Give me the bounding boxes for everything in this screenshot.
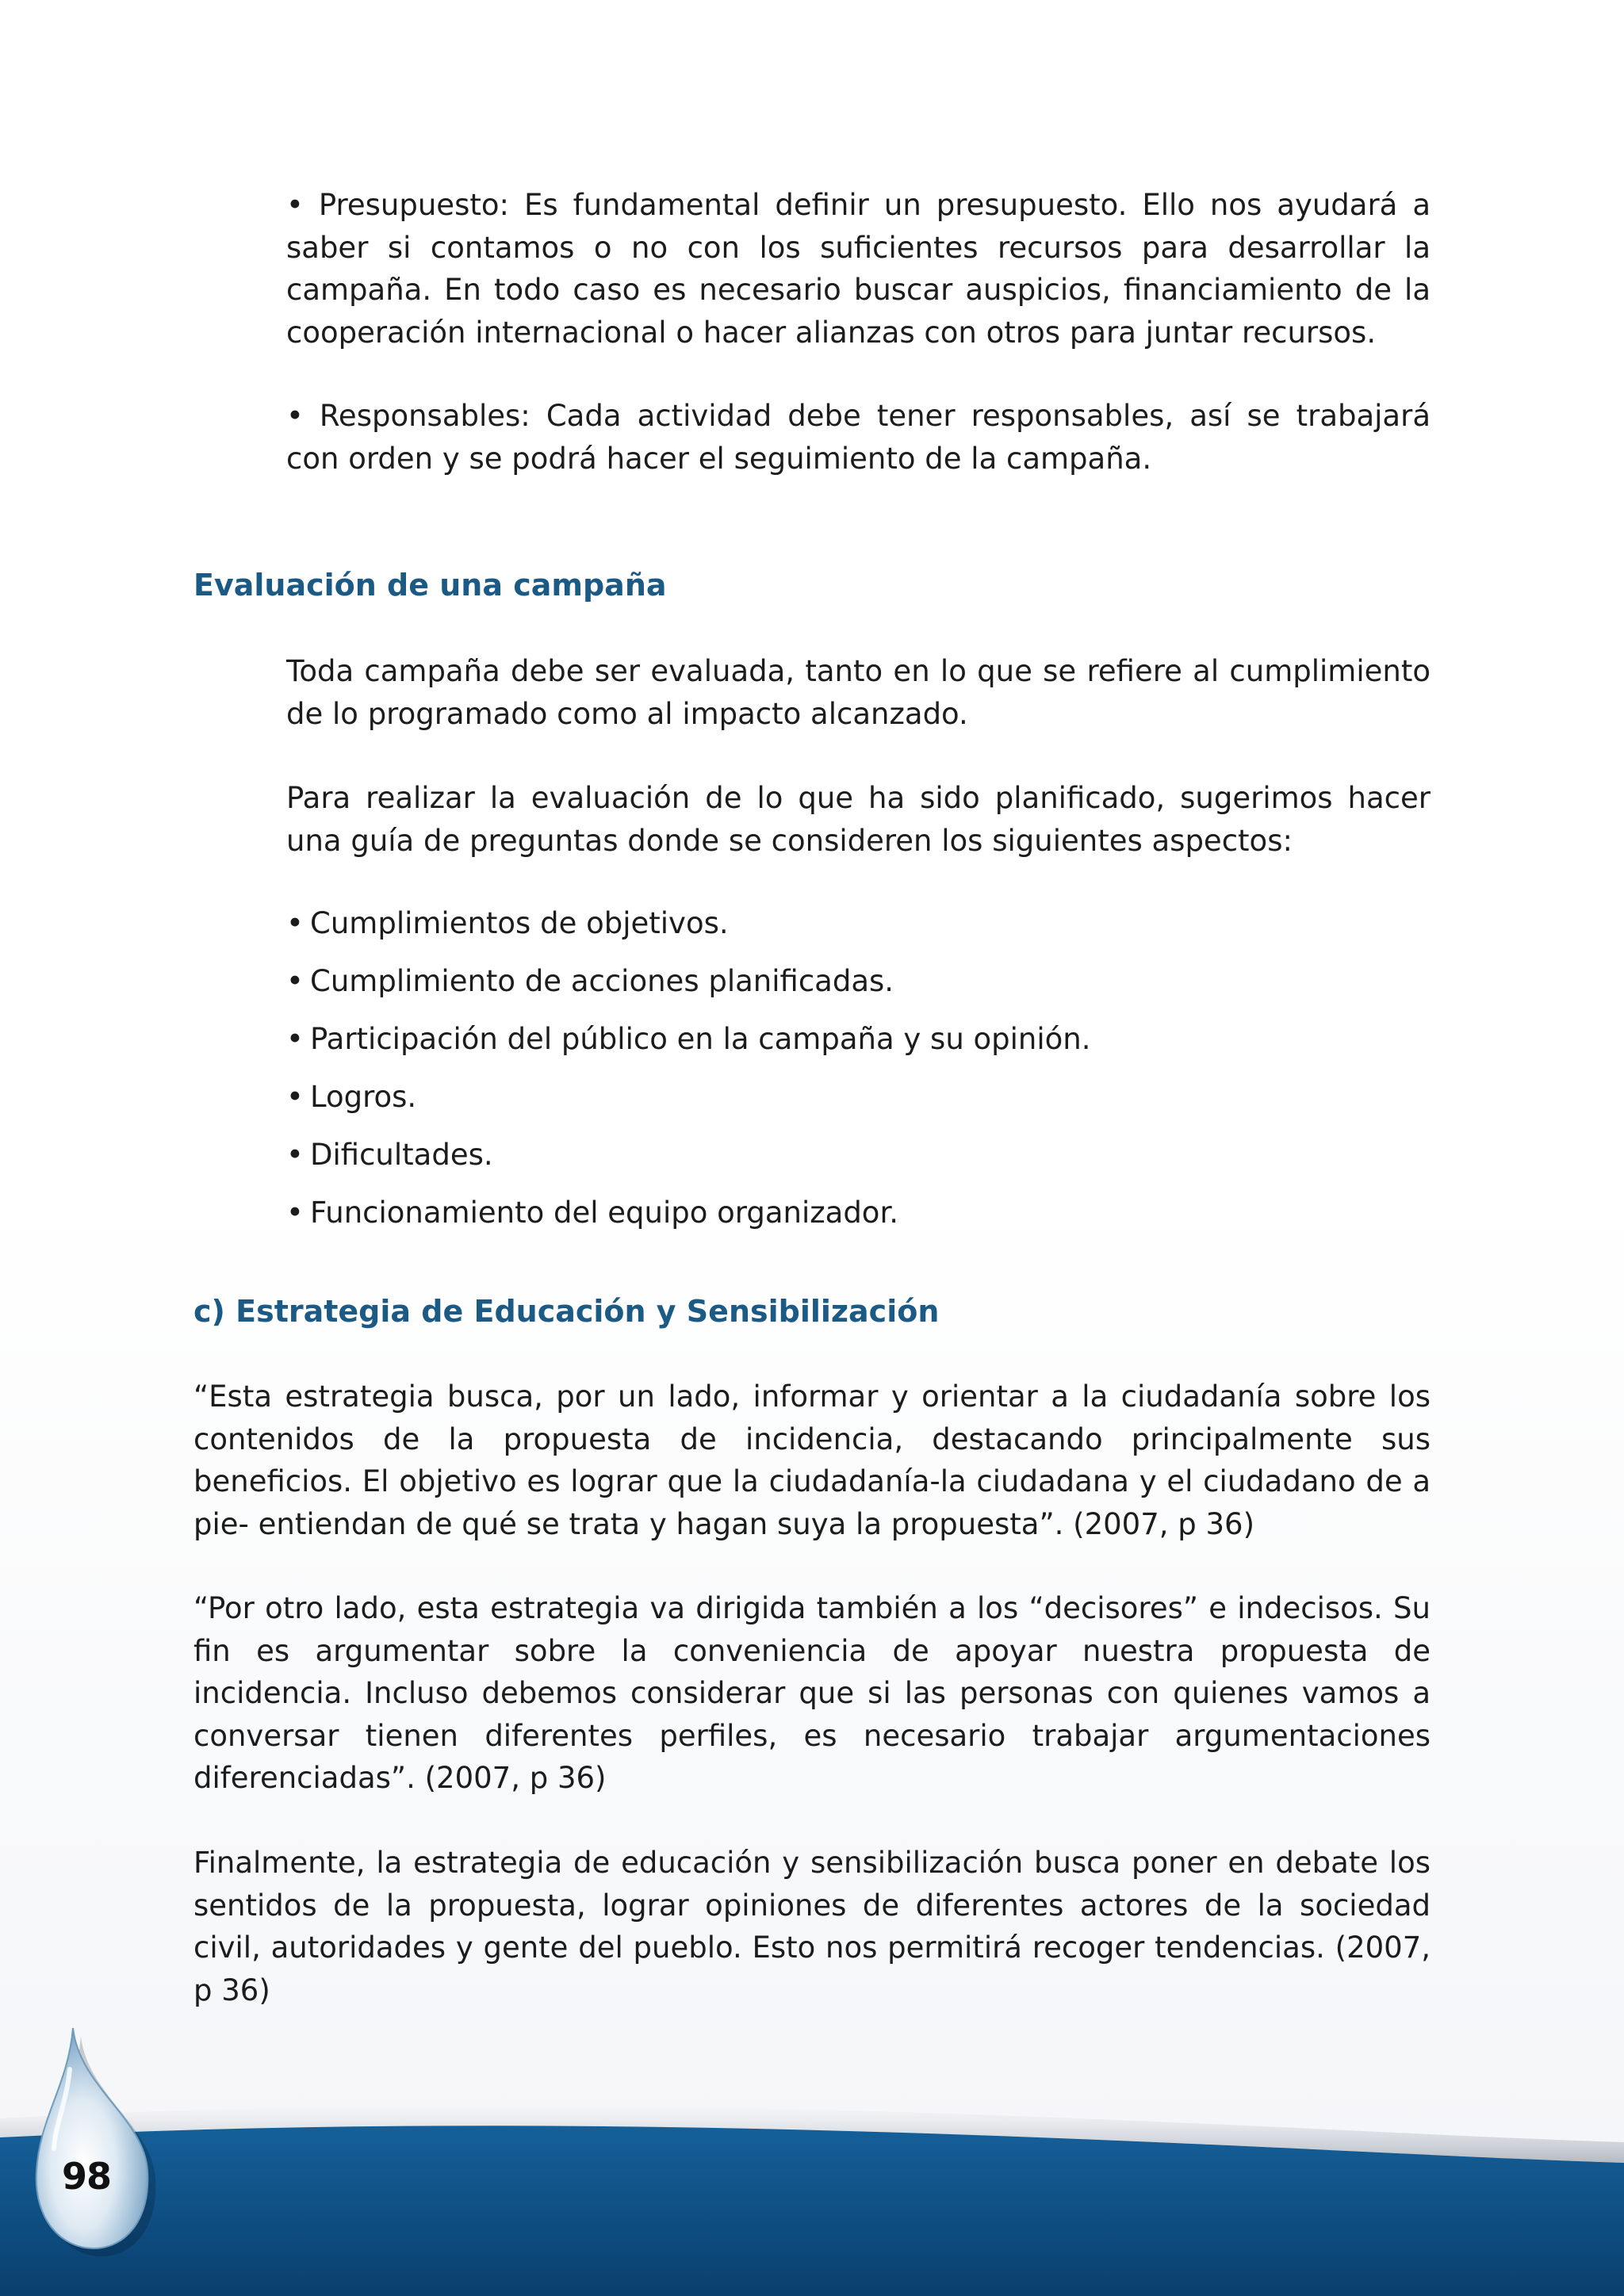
list-item: • Cumplimiento de acciones planificadas.: [286, 962, 894, 1001]
bullet-presupuesto: • Presupuesto: Es fundamental definir un presupuesto. Ello nos ayudará a saber si contamos o no con los suficientes recursos para desarrollar la campaña. En todo caso es necesario buscar auspicios, financiamiento de la cooperación internacional o hacer alianzas con otros para juntar recursos.: [286, 188, 1431, 350]
bullet-glyph: •: [286, 1196, 304, 1230]
evaluacion-paragraph-2: Para realizar la evaluación de lo que ha sido planificado, sugerimos hacer una guía de preguntas donde se consideren los siguientes aspectos:: [286, 781, 1431, 858]
bullet-glyph: •: [286, 906, 304, 940]
estrategia-paragraph-2: “Por otro lado, esta estrategia va dirigida también a los “decisores” e indecisos. Su fin es argumentar sobre la conveniencia de apoyar nuestra propuesta de incidencia. Incluso debemos considerar que si las personas con quienes vamos a conversar tienen diferentes perfiles, es necesario trabajar argumentaciones diferenciadas”. (2007, p 36): [193, 1591, 1431, 1795]
footer-wave-decoration: [0, 1982, 1624, 2296]
bullet-glyph: •: [286, 1080, 304, 1114]
section-heading-estrategia: c) Estrategia de Educación y Sensibilización: [193, 1294, 940, 1329]
list-item: • Logros.: [286, 1077, 416, 1117]
estrategia-paragraph-1: “Esta estrategia busca, por un lado, informar y orientar a la ciudadanía sobre los contenidos de la propuesta de incidencia, destacando principalmente sus beneficios. El objetivo es lograr que la ciudadanía-la ciudadana y el ciudadano de a pie- entiendan de qué se trata y hagan suya la propuesta”. (2007, p 36): [193, 1380, 1431, 1541]
estrategia-paragraph-3: Finalmente, la estrategia de educación y sensibilización busca poner en debate los sentidos de la propuesta, lograr opiniones de diferentes actores de la sociedad civil, autoridades y gente del pueblo. Esto nos permitirá recoger tendencias. (2007, p 36): [193, 1846, 1431, 2007]
section-heading-evaluacion: Evaluación de una campaña: [193, 568, 667, 603]
bullet-glyph: •: [286, 1022, 304, 1056]
list-item: • Funcionamiento del equipo organizador.: [286, 1193, 898, 1233]
list-item: • Dificultades.: [286, 1135, 493, 1175]
list-item: • Cumplimientos de objetivos.: [286, 904, 729, 943]
evaluacion-paragraph-1: Toda campaña debe ser evaluada, tanto en lo que se refiere al cumplimiento de lo programado como al impacto alcanzado.: [286, 654, 1431, 731]
bullet-responsables: • Responsables: Cada actividad debe tener responsables, así se trabajará con orden y se podrá hacer el seguimiento de la campaña.: [286, 399, 1431, 476]
bullet-glyph: •: [286, 1138, 304, 1172]
list-item: • Participación del público en la campaña y su opinión.: [286, 1020, 1091, 1059]
page-number: 98: [62, 2155, 112, 2198]
bullet-glyph: •: [286, 964, 304, 998]
